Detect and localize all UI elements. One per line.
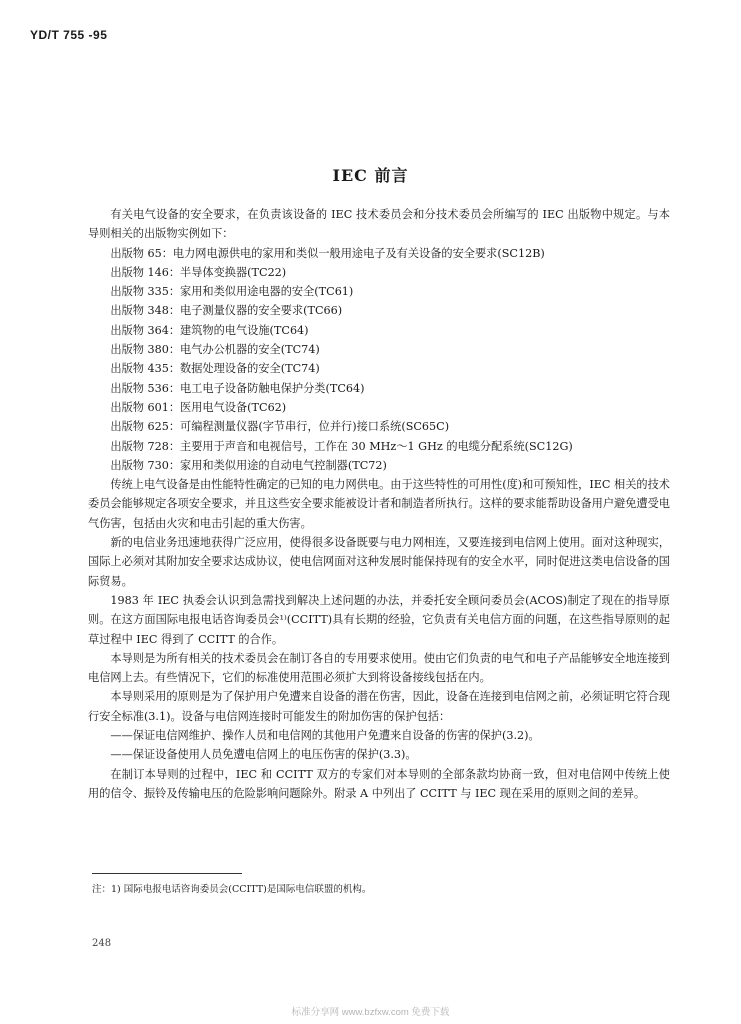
publication-item: 出版物 601：医用电气设备(TC62) [110, 400, 287, 414]
footnote-divider [92, 873, 242, 874]
watermark-text: 标准分享网 www.bzfxw.com 免费下载 [291, 1007, 450, 1018]
closing-paragraph: 在制订本导则的过程中，IEC 和 CCITT 双方的专家们对本导则的全部条款均协商一致，但对电信网中传统上使用的信令、振铃及传输电压的危险影响问题除外。附录 A 中列出了 CCITT 与 IEC 现在采用的原则之间的差异。 [88, 767, 670, 800]
publication-item: 出版物 625：可编程测量仪器(字节串行，位并行)接口系统(SC65C) [110, 420, 450, 434]
publication-item: 出版物 65：电力网电源供电的家用和类似一般用途电子及有关设备的安全要求(SC12B) [110, 246, 545, 260]
publication-item: 出版物 435：数据处理设备的安全(TC74) [110, 362, 320, 376]
publication-item: 出版物 335：家用和类似用途电器的安全(TC61) [110, 285, 354, 299]
publication-item: 出版物 348：电子测量仪器的安全要求(TC66) [110, 304, 343, 318]
document-code: YD/T 755 -95 [30, 28, 108, 42]
publication-item: 出版物 730：家用和类似用途的自动电气控制器(TC72) [110, 458, 387, 472]
dash-item: ——保证设备使用人员免遭电信网上的电压伤害的保护(3.3)。 [110, 748, 417, 762]
publication-item: 出版物 364：建筑物的电气设施(TC64) [110, 323, 309, 337]
page-number: 248 [92, 938, 112, 949]
body-paragraph: 传统上电气设备是由性能特性确定的已知的电力网供电。由于这些特性的可用性(度)和可预知性，IEC 相关的技术委员会能够规定各项安全要求，并且这些安全要求能被设计者和制造者所执行。这样的要求能帮助设备用户避免遭受电气伤害，包括由火灾和电击引起的重大伤害。 [88, 478, 670, 530]
publication-list [88, 244, 670, 476]
main-text [88, 205, 670, 803]
body-paragraph: 新的电信业务迅速地获得广泛应用，使得很多设备既要与电力网相连，又要连接到电信网上使用。面对这种现实，国际上必须对其附加安全要求达成协议，使电信网面对这种发展时能保持现有的安全水平，同时促进这类电信设备的国际贸易。 [88, 536, 670, 588]
body-paragraph: 本导则是为所有相关的技术委员会在制订各自的专用要求使用。使由它们负责的电气和电子产品能够安全地连接到电信网上去。有些情况下，它们的标准使用范围必须扩大到将设备接线包括在内。 [88, 651, 670, 685]
publication-item: 出版物 146：半导体变换器(TC22) [110, 265, 287, 279]
body-paragraph: 本导则采用的原则是为了保护用户免遭来自设备的潜在伤害，因此，设备在连接到电信网之前，必须证明它符合现行安全标准(3.1)。设备与电信网连接时可能发生的附加伤害的保护包括： [88, 690, 670, 723]
footnote: 注：1) 国际电报电话咨询委员会(CCITT)是国际电信联盟的机构。 [92, 884, 372, 895]
intro-paragraph: 有关电气设备的安全要求，在负责该设备的 IEC 技术委员会和分技术委员会所编写的 IEC 出版物中规定。与本导则相关的出版物实例如下： [88, 208, 670, 241]
page-title: IEC 前言 [332, 166, 409, 185]
publication-item: 出版物 536：电工电子设备防触电保护分类(TC64) [110, 381, 365, 395]
publication-item: 出版物 728：主要用于声音和电视信号，工作在 30 MHz～1 GHz 的电缆分配系统(SC12G) [110, 439, 573, 453]
body-paragraph: 1983 年 IEC 执委会认识到急需找到解决上述问题的办法，并委托安全顾问委员会(ACOS)制定了现在的指导原则。在这方面国际电报电话咨询委员会¹⁾(CCITT)具有长期的经验，它负责有关电信方面的问题，在这些指导原则的起草过程中 IEC 得到了 CCITT 的合作。 [88, 593, 670, 646]
dash-item: ——保证电信网维护、操作人员和电信网的其他用户免遭来自设备的伤害的保护(3.2)。 [110, 729, 540, 743]
publication-item: 出版物 380：电气办公机器的安全(TC74) [110, 343, 320, 357]
